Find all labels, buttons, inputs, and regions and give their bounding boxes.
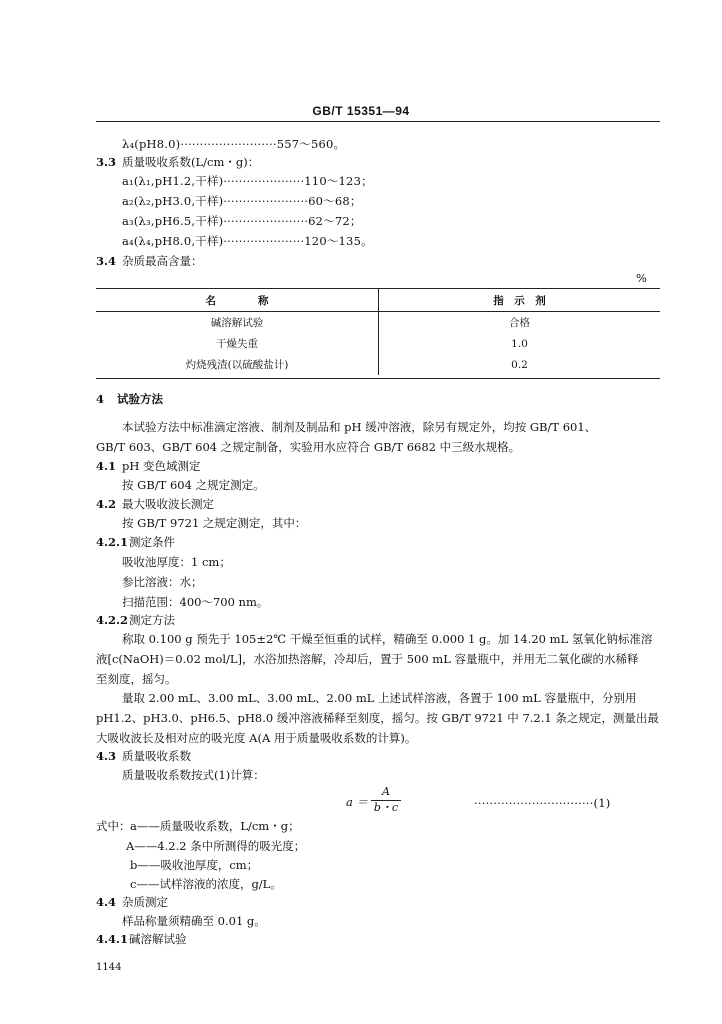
method-p1-line2: 液[c(NaOH)＝0.02 mol/L]，水浴加热溶解，冷却后，置于 500 mL 容量瓶中，并用无二氧化碳的水稀释 [96, 652, 639, 666]
table-row [96, 312, 660, 334]
condition-scan-range: 扫描范围：400～700 nm。 [122, 595, 269, 609]
table-header-row [96, 289, 660, 312]
section-4-4-number: 4.4 [96, 895, 117, 909]
table-header-indicator: 指 示 剂 [379, 289, 661, 312]
absorption-a1: a₁(λ₁,pH1.2,干样)·····················110～123； [122, 174, 373, 188]
section-4-4-1-title: 碱溶解试验 [129, 932, 187, 946]
section-4-1-title: pH 变色域测定 [122, 459, 201, 473]
section-4-1-number: 4.1 [96, 459, 117, 473]
standard-header: GB/T 15351—94 [312, 104, 410, 118]
section-3-4-title: 杂质最高含量： [122, 254, 203, 268]
section-4-3-title: 质量吸收系数 [122, 749, 191, 763]
method-p2-line3: 大吸收波长及相对应的吸光度 A(A 用于质量吸收系数的计算)。 [96, 731, 417, 745]
where-item-a: a——质量吸收系数，L/cm・g； [130, 819, 300, 833]
table-unit: % [636, 271, 647, 285]
section-3-4-number: 3.4 [96, 254, 117, 268]
section-4-1-text: 按 GB/T 604 之规定测定。 [122, 478, 265, 492]
section-4-4-text: 样品称量须精确至 0.01 g。 [122, 914, 266, 928]
section-4-3-number: 4.3 [96, 749, 117, 763]
condition-cell-thickness: 吸收池厚度：1 cm； [122, 555, 231, 569]
table-row [96, 333, 660, 354]
section-4-2-1-number: 4.2.1 [96, 535, 129, 549]
method-p1-line1: 称取 0.100 g 预先于 105±2℃ 干燥至恒重的试样，精确至 0.000 1 g。加 14.20 mL 氢氧化钠标准溶 [122, 632, 653, 646]
table-cell-name: 灼烧残渣(以硫酸盐计) [96, 354, 379, 375]
lambda4-line: λ₄(pH8.0)·························557～560。 [122, 137, 346, 151]
section-4-number: 4 [96, 392, 105, 406]
absorption-a3: a₃(λ₃,pH6.5,干样)······················62～72； [122, 214, 362, 228]
section-4-2-1-title: 测定条件 [129, 535, 175, 549]
where-label: 式中： [96, 819, 131, 833]
header-rule [96, 121, 660, 122]
section-4-2-2-number: 4.2.2 [96, 613, 129, 627]
impurity-table [96, 289, 660, 375]
formula-numerator: A [382, 785, 390, 798]
method-p1-line3: 至刻度，摇匀。 [96, 672, 177, 686]
where-item-c: c——试样溶液的浓度，g/L。 [130, 877, 282, 891]
table-cell-name: 碱溶解试验 [96, 312, 379, 334]
section-4-2-text: 按 GB/T 9721 之规定测定，其中： [122, 516, 307, 530]
table-cell-value: 1.0 [511, 337, 528, 350]
section-3-3-title: 质量吸收系数(L/cm・g)： [122, 155, 260, 169]
where-item-b: b——吸收池厚度，cm； [130, 858, 259, 872]
section-4-4-1-number: 4.4.1 [96, 932, 129, 946]
section-4-3-intro: 质量吸收系数按式(1)计算： [122, 768, 265, 782]
section-3-3-number: 3.3 [96, 155, 117, 169]
condition-reference: 参比溶液：水； [122, 575, 203, 589]
table-cell-value: 0.2 [511, 358, 528, 371]
section-4-2-title: 最大吸收波长测定 [122, 497, 214, 511]
section-4-para-line1: 本试验方法中标准滴定溶液、制剂及制品和 pH 缓冲溶液，除另有规定外，均按 GB/T 601、 [122, 420, 597, 434]
method-p2-line1: 量取 2.00 mL、3.00 mL、3.00 mL、2.00 mL 上述试样溶液，各置于 100 mL 容量瓶中，分别用 [122, 691, 637, 705]
table-cell-value: 合格 [509, 317, 530, 329]
section-4-2-number: 4.2 [96, 497, 117, 511]
table-row [96, 354, 660, 375]
formula-denominator: b・c [373, 801, 399, 814]
section-4-para-line2: GB/T 603、GB/T 604 之规定制备，实验用水应符合 GB/T 6682 中三级水规格。 [96, 440, 521, 454]
absorption-a4: a₄(λ₄,pH8.0,干样)·····················120～135。 [122, 234, 373, 248]
section-4-2-2-title: 测定方法 [129, 613, 175, 627]
where-item-A: A——4.2.2 条中所测得的吸光度； [126, 839, 306, 853]
method-p2-line2: pH1.2、pH3.0、pH6.5、pH8.0 缓冲溶液稀释至刻度，摇匀。按 GB/T 9721 中 7.2.1 条之规定，测量出最 [96, 711, 659, 725]
formula-equation-number: ·······························(1) [474, 796, 611, 810]
table-cell-name: 干燥失重 [96, 333, 379, 354]
formula-lhs: a ＝ [346, 795, 369, 809]
table-header-name: 名 称 [96, 289, 379, 312]
section-4-4-title: 杂质测定 [122, 895, 168, 909]
table-bottom-rule [96, 378, 660, 379]
section-4-title: 试验方法 [117, 392, 163, 406]
absorption-a2: a₂(λ₂,pH3.0,干样)······················60～68； [122, 194, 362, 208]
page-number: 1144 [96, 962, 122, 973]
